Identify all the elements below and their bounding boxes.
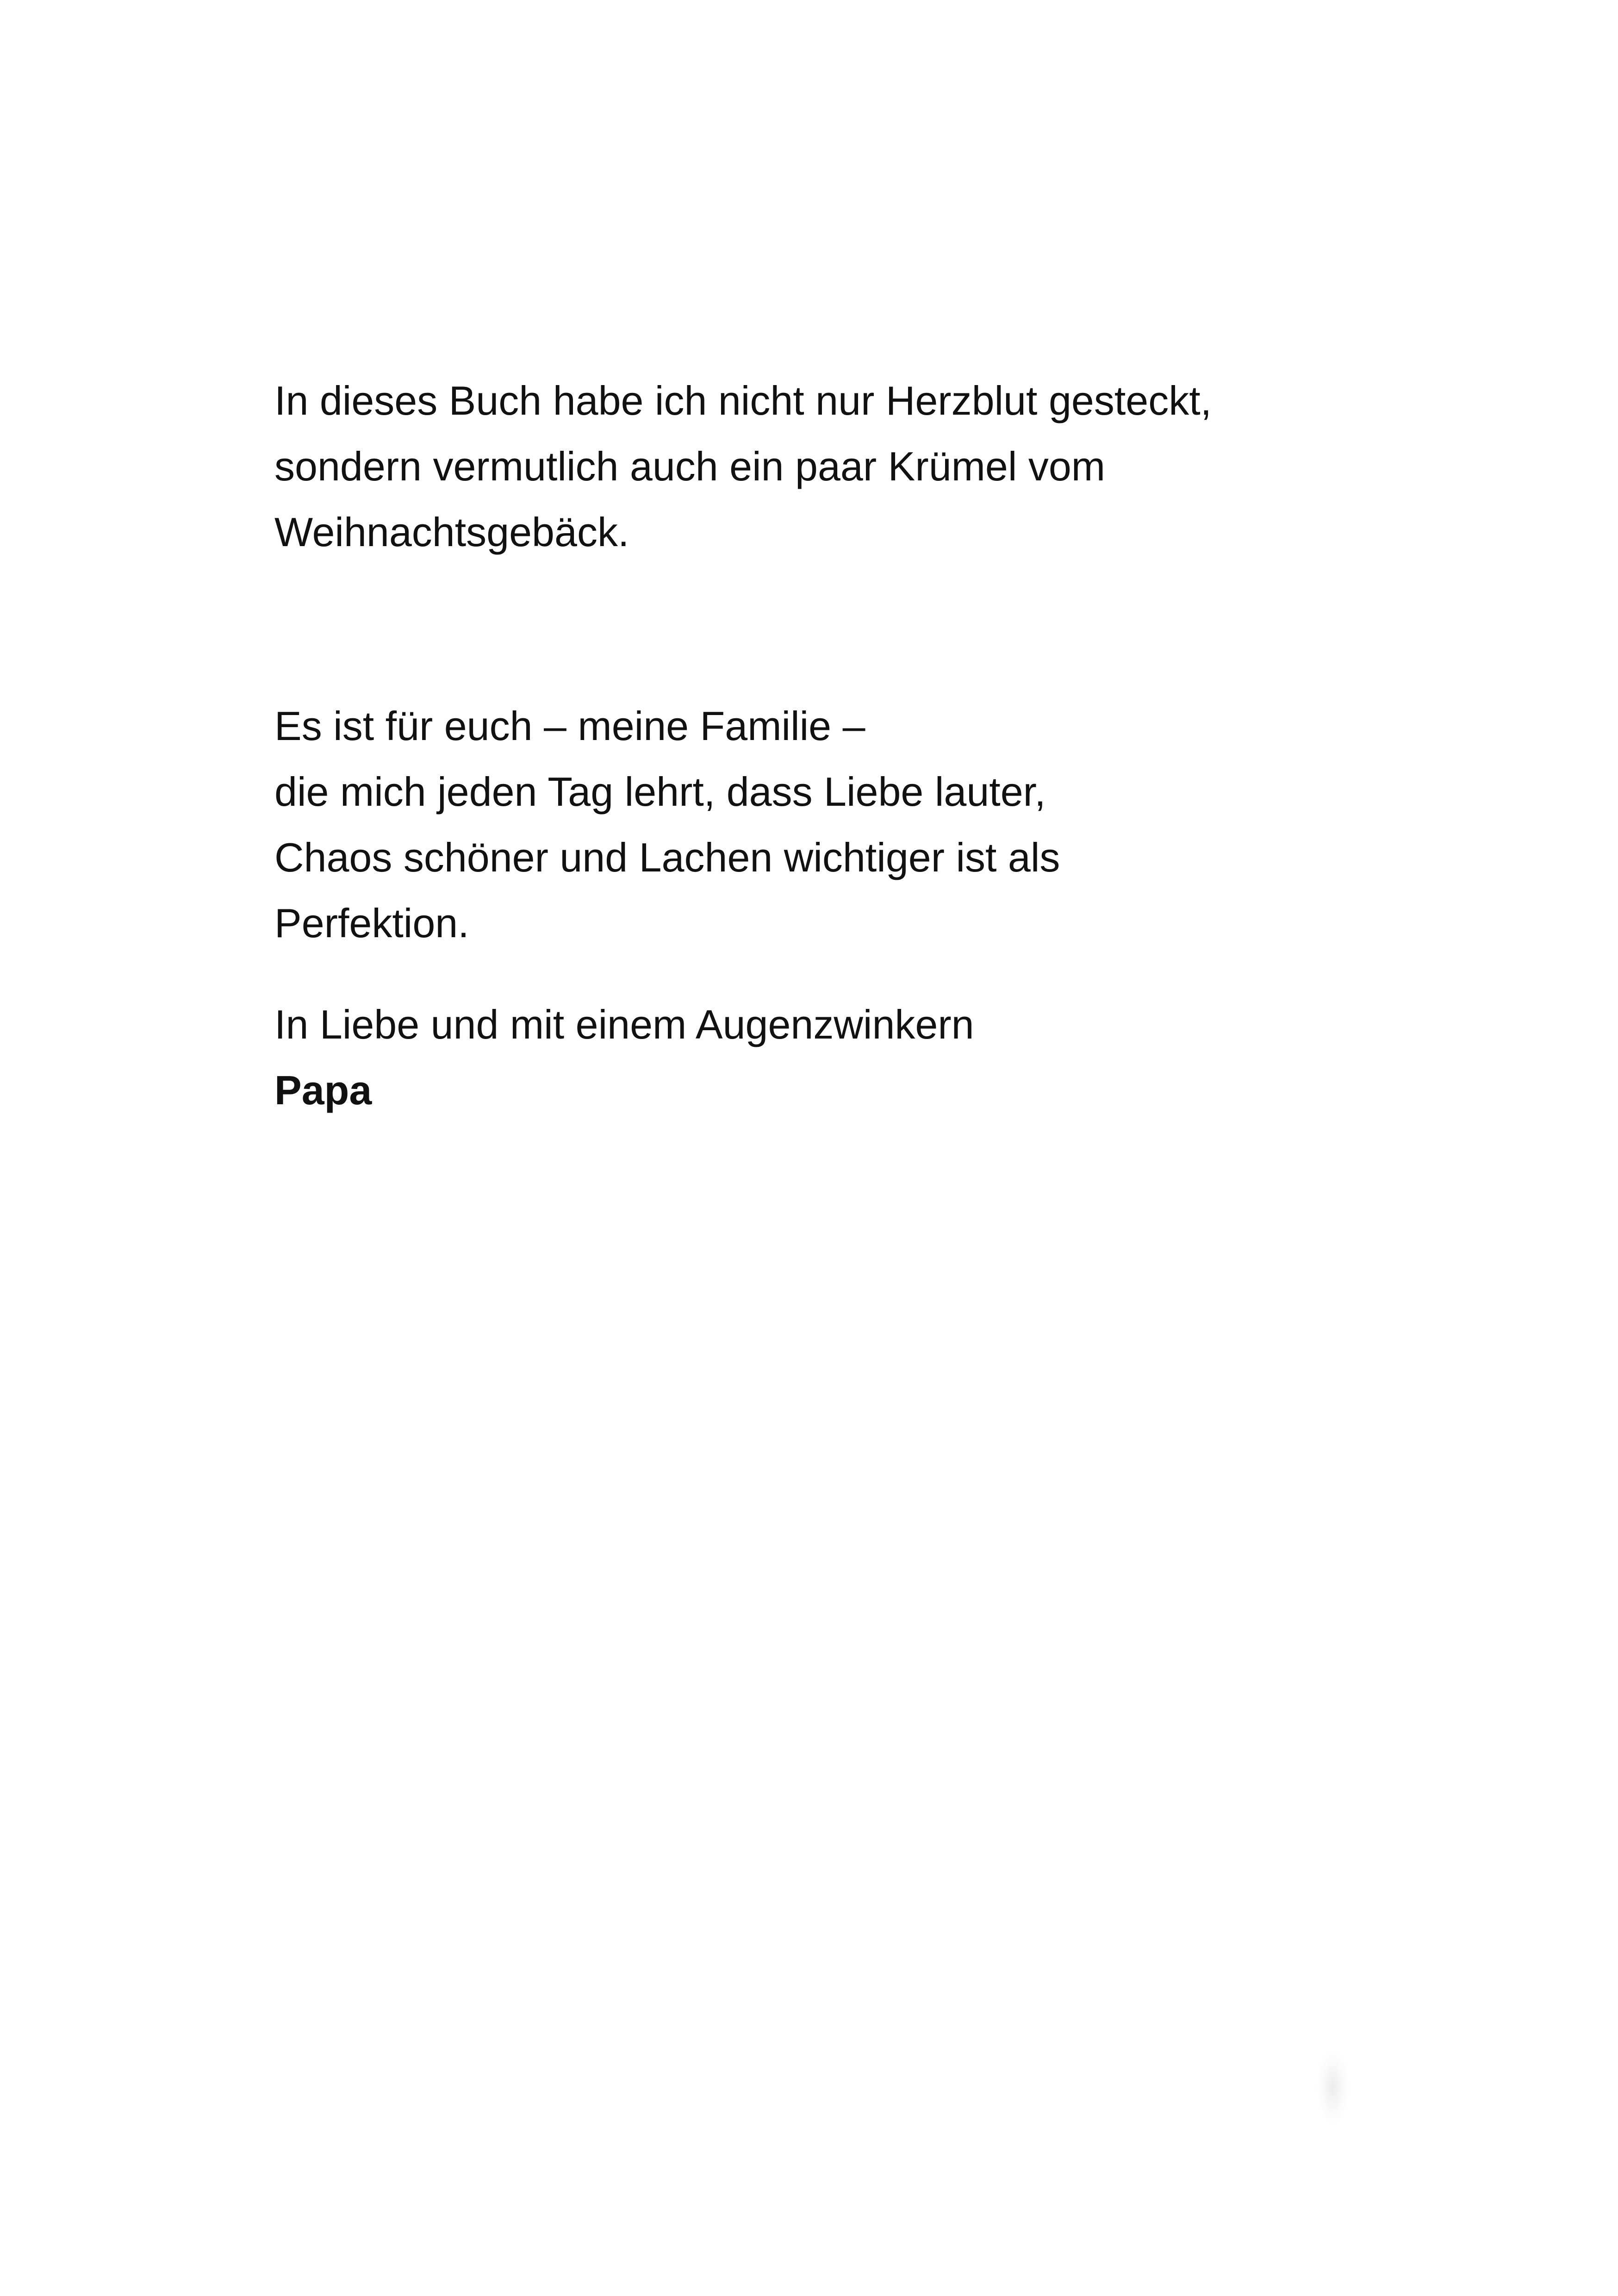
dedication-line: Chaos schöner und Lachen wichtiger ist als [274,834,1060,880]
dedication-closing [274,992,1385,1123]
dedication-line: die mich jeden Tag lehrt, dass Liebe lauter, [274,769,1046,815]
dedication-paragraph-2 [274,693,1385,956]
dedication-line: Weihnachtsgebäck. [274,509,629,555]
page-smudge [1317,2050,1349,2124]
signature: Papa [274,1067,372,1113]
dedication-paragraph-1 [274,368,1385,565]
closing-line: In Liebe und mit einem Augenzwinkern [274,1002,974,1047]
dedication-line: Es ist für euch – meine Familie – [274,703,865,749]
dedication-line: sondern vermutlich auch ein paar Krümel vom [274,443,1106,489]
dedication-line: Perfektion. [274,900,469,946]
dedication-line: In dieses Buch habe ich nicht nur Herzblut gesteckt, [274,378,1212,423]
